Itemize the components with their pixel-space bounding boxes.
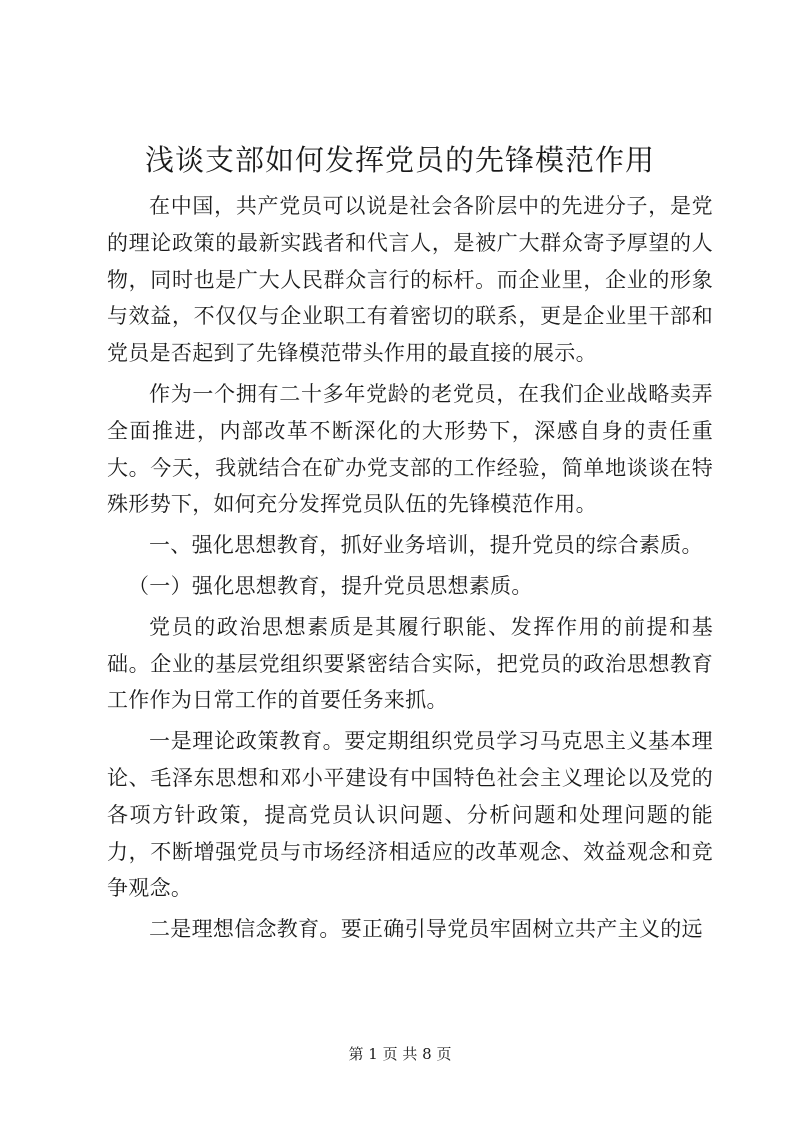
subsection-heading-1: （一）强化思想教育，提升党员思想素质。 (128, 573, 533, 598)
document-title: 浅谈支部如何发挥党员的先锋模范作用 (144, 143, 655, 177)
section-heading-1: 一、强化思想教育，抓好业务培训，提升党员的综合素质。 (149, 533, 703, 558)
paragraph-ideal-education: 二是理想信念教育。要正确引导党员牢固树立共产主义的远 (149, 917, 703, 942)
paragraph-political-quality: 党员的政治思想素质是其履行职能、发挥作用的前提和基础。企业的基层党组织要紧密结合实际，把党员的政治思想教育工作作为日常工作的首要任务来抓。 (107, 614, 713, 713)
paragraph-theory-education: 一是理论政策教育。要定期组织党员学习马克思主义基本理论、毛泽东思想和邓小平建设有中国特色社会主义理论以及党的各项方针政策，提高党员认识问题、分析问题和处理问题的能力，不断增强党员与市场经济相适应的改革观念、效益观念和竞争观念。 (107, 729, 713, 901)
paragraph-intro: 在中国，共产党员可以说是社会各阶层中的先进分子，是党的理论政策的最新实践者和代言人，是被广大群众寄予厚望的人物，同时也是广大人民群众言行的标杆。而企业里，企业的形象与效益，不仅仅与企业职工有着密切的联系，更是企业里干部和党员是否起到了先锋模范带头作用的最直接的展示。 (107, 194, 713, 366)
paragraph-context: 作为一个拥有二十多年党龄的老党员，在我们企业战略卖弄全面推进，内部改革不断深化的大形势下，深感自身的责任重大。今天，我就结合在矿办党支部的工作经验，简单地谈谈在特殊形势下，如何充分发挥党员队伍的先锋模范作用。 (107, 381, 713, 517)
document-body (107, 188, 713, 948)
page-number-footer: 第 1 页 共 8 页 (348, 1045, 452, 1063)
